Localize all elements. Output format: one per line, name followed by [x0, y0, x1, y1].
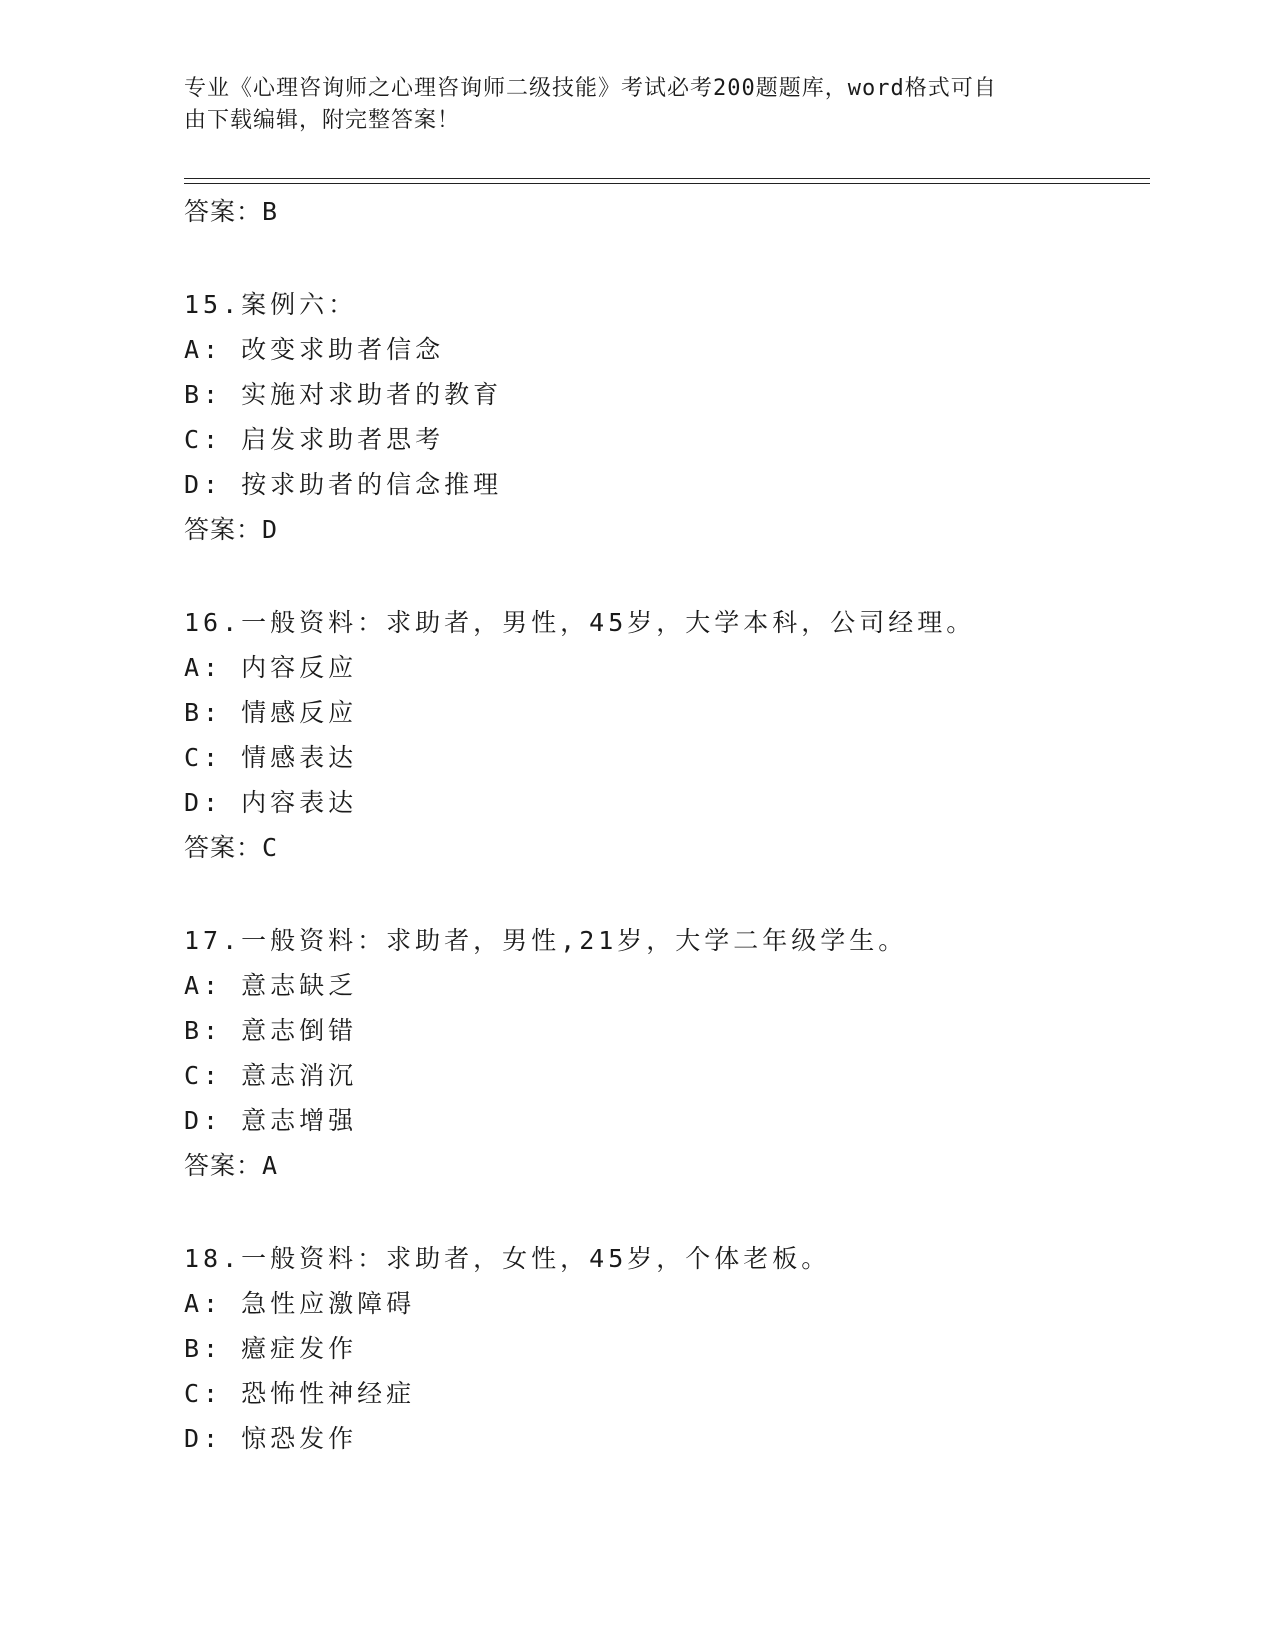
- option-c: C: 情感表达: [184, 743, 358, 772]
- header-divider-thin: [184, 183, 1150, 184]
- option-c: C: 启发求助者思考: [184, 425, 445, 454]
- question-stem: 17.一般资料：求助者，男性,21岁，大学二年级学生。: [184, 926, 908, 955]
- option-c: C: 意志消沉: [184, 1061, 358, 1090]
- spacer: [184, 552, 1150, 600]
- answer-line: 答案：C: [184, 833, 279, 862]
- header-divider-thick: [184, 178, 1150, 179]
- option-d: D: 意志增强: [184, 1106, 358, 1135]
- option-b: B: 实施对求助者的教育: [184, 380, 503, 409]
- question-list: [184, 189, 1150, 1461]
- option-a: A: 急性应激障碍: [184, 1289, 416, 1318]
- spacer: [184, 1188, 1150, 1236]
- question-item: [184, 600, 1150, 870]
- option-d: D: 惊恐发作: [184, 1424, 358, 1453]
- option-b: B: 癔症发作: [184, 1334, 358, 1363]
- answer-line: 答案：D: [184, 515, 279, 544]
- option-d: D: 内容表达: [184, 788, 358, 817]
- header-line-1: 专业《心理咨询师之心理咨询师二级技能》考试必考200题题库，word格式可自: [184, 76, 997, 101]
- answer-line: 答案：B: [184, 197, 279, 226]
- option-b: B: 情感反应: [184, 698, 358, 727]
- spacer: [184, 234, 1150, 282]
- spacer: [184, 870, 1150, 918]
- answer-line: 答案：A: [184, 1151, 279, 1180]
- option-a: A: 改变求助者信念: [184, 335, 445, 364]
- document-header: [184, 73, 1054, 137]
- question-stem: 15.案例六：: [184, 290, 358, 319]
- option-b: B: 意志倒错: [184, 1016, 358, 1045]
- option-a: A: 意志缺乏: [184, 971, 358, 1000]
- question-item: [184, 918, 1150, 1188]
- option-d: D: 按求助者的信念推理: [184, 470, 503, 499]
- option-a: A: 内容反应: [184, 653, 358, 682]
- question-stem: 18.一般资料：求助者，女性，45岁，个体老板。: [184, 1244, 831, 1273]
- option-c: C: 恐怖性神经症: [184, 1379, 416, 1408]
- question-stem: 16.一般资料：求助者，男性，45岁，大学本科，公司经理。: [184, 608, 976, 637]
- header-line-2: 由下载编辑，附完整答案！: [184, 108, 461, 133]
- question-item: [184, 1236, 1150, 1461]
- question-item: [184, 282, 1150, 552]
